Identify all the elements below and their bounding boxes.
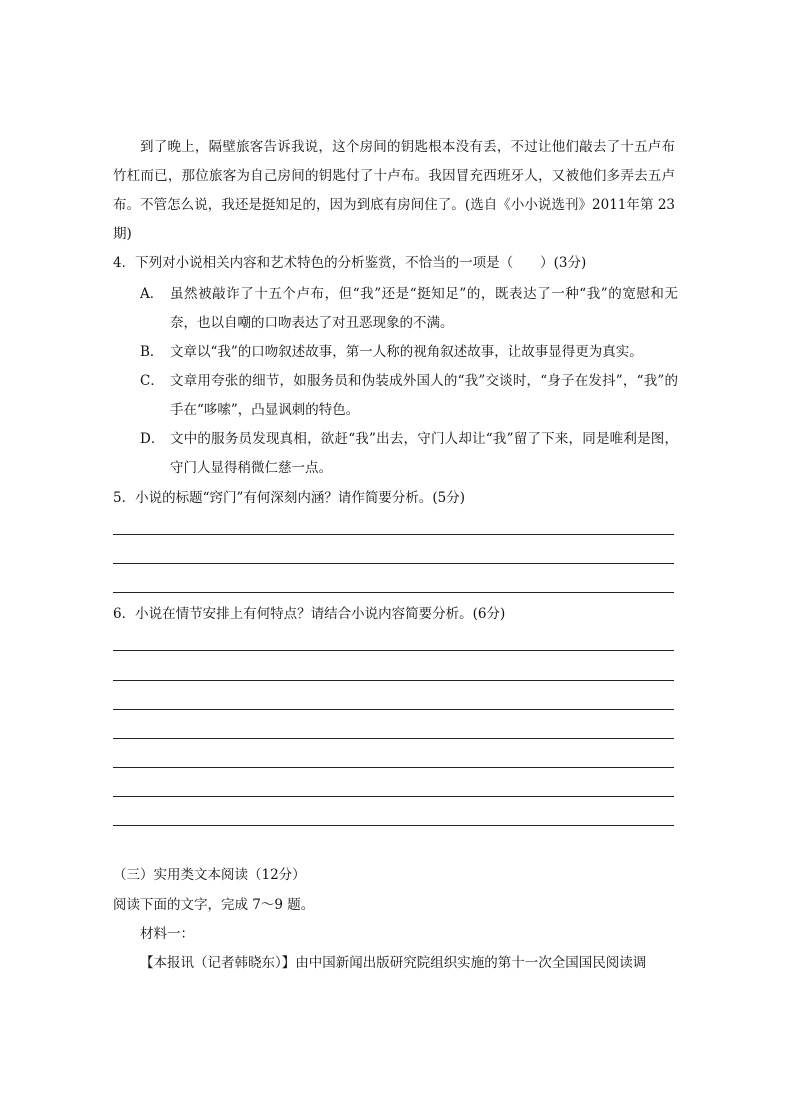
material-text: 【本报讯（记者韩晓东）】由中国新闻出版研究院组织实施的第十一次全国国民阅读调 bbox=[140, 955, 647, 971]
material-label: 材料一： bbox=[140, 926, 194, 942]
answer-line[interactable] bbox=[113, 680, 674, 681]
option-text: 虽然被敲诈了十五个卢布，但“我”还是“挺知足”的，既表达了一种“我”的宽慰和无奈，也以自嘲的口吻表达了对丑恶现象的不满。 bbox=[170, 286, 678, 331]
answer-line[interactable] bbox=[113, 563, 674, 564]
answer-line[interactable] bbox=[113, 650, 674, 651]
option-letter: C． bbox=[140, 373, 164, 389]
story-ending-paragraph: 到了晚上，隔壁旅客告诉我说，这个房间的钥匙根本没有丢，不过让他们敲去了十五卢布竹杠而已，那位旅客为自己房间的钥匙付了十卢布。我因冒充西班牙人，又被他们多弄去五卢布。不管怎么说，我还是挺知足的，因为到底有房间住了。(选自《小小说选刊》2011年第 23期) bbox=[113, 139, 675, 242]
option-letter: D． bbox=[140, 431, 165, 447]
answer-line[interactable] bbox=[113, 592, 674, 593]
option-text: 文中的服务员发现真相，欲赶“我”出去，守门人却让“我”留了下来，同是唯利是图，守门人显得稍微仁慈一点。 bbox=[170, 431, 678, 476]
option-text: 文章以“我”的口吻叙述故事，第一人称的视角叙述故事，让故事显得更为真实。 bbox=[170, 344, 643, 360]
question-4-option-d bbox=[140, 425, 680, 483]
section-3-heading: （三）实用类文本阅读（12分） bbox=[113, 867, 306, 883]
section-3-instruction: 阅读下面的文字，完成 7～9 题。 bbox=[113, 897, 315, 913]
question-4-option-b bbox=[140, 338, 680, 367]
question-5-stem: 5．小说的标题“窍门”有何深刻内涵？请作简要分析。(5分) bbox=[113, 490, 466, 506]
answer-line[interactable] bbox=[113, 709, 674, 710]
answer-line[interactable] bbox=[113, 534, 674, 535]
question-4-option-a bbox=[140, 280, 680, 338]
option-letter: A． bbox=[140, 286, 164, 302]
question-4-option-c bbox=[140, 367, 680, 425]
answer-line[interactable] bbox=[113, 825, 674, 826]
answer-line[interactable] bbox=[113, 738, 674, 739]
question-4-stem: 4．下列对小说相关内容和艺术特色的分析鉴赏，不恰当的一项是（ ）(3分) bbox=[113, 255, 587, 271]
option-letter: B． bbox=[140, 344, 164, 360]
option-text: 文章用夸张的细节，如服务员和伪装成外国人的“我”交谈时，“身子在发抖”，“我”的手在“哆嗦”，凸显讽刺的特色。 bbox=[170, 373, 678, 418]
answer-line[interactable] bbox=[113, 767, 674, 768]
answer-line[interactable] bbox=[113, 796, 674, 797]
question-6-stem: 6．小说在情节安排上有何特点？请结合小说内容简要分析。(6分) bbox=[113, 606, 506, 622]
